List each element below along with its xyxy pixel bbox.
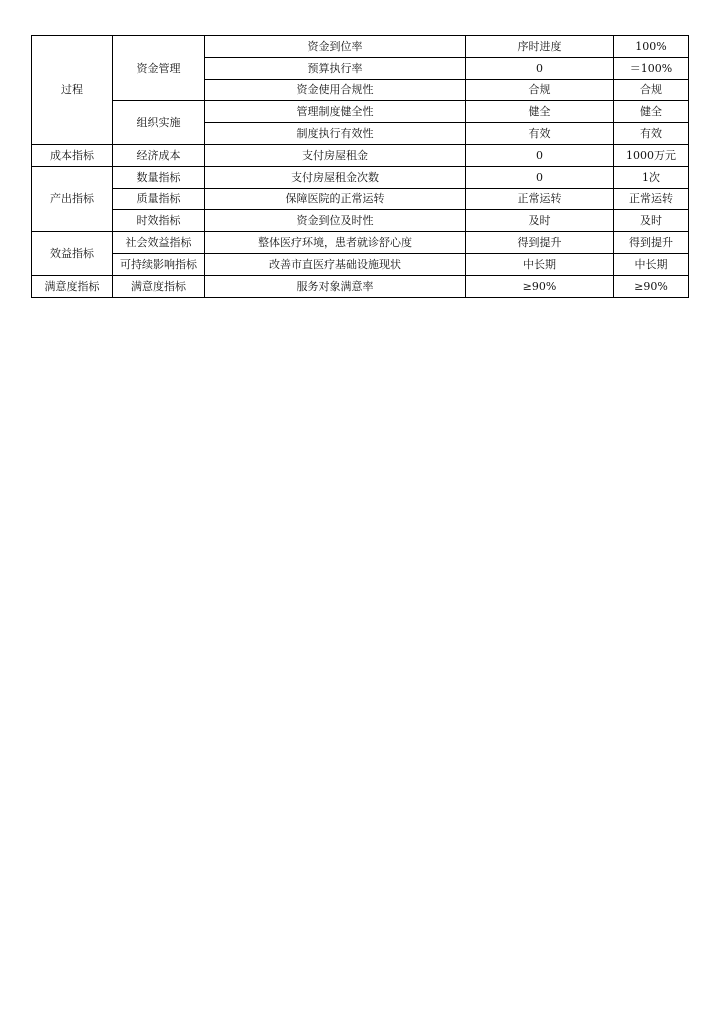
target-cell: 合规 bbox=[466, 79, 614, 101]
indicator-cell: 资金使用合规性 bbox=[205, 79, 466, 101]
actual-cell: ≥90% bbox=[614, 275, 689, 297]
level2-cell: 可持续影响指标 bbox=[113, 253, 205, 275]
indicator-cell: 保障医院的正常运转 bbox=[205, 188, 466, 210]
table-row bbox=[32, 144, 689, 166]
indicator-cell: 制度执行有效性 bbox=[205, 123, 466, 145]
actual-cell: 有效 bbox=[614, 123, 689, 145]
level1-cell-satisfaction: 满意度指标 bbox=[32, 275, 113, 297]
indicator-cell: 改善市直医疗基础设施现状 bbox=[205, 253, 466, 275]
indicator-cell: 资金到位率 bbox=[205, 36, 466, 58]
table-row bbox=[32, 210, 689, 232]
indicator-cell: 整体医疗环境，患者就诊舒心度 bbox=[205, 232, 466, 254]
target-cell: 健全 bbox=[466, 101, 614, 123]
indicator-cell: 资金到位及时性 bbox=[205, 210, 466, 232]
target-cell: 得到提升 bbox=[466, 232, 614, 254]
actual-cell: 1000万元 bbox=[614, 144, 689, 166]
actual-cell: 得到提升 bbox=[614, 232, 689, 254]
level2-cell-cost: 经济成本 bbox=[113, 144, 205, 166]
indicator-cell: 预算执行率 bbox=[205, 57, 466, 79]
level1-cell-output: 产出指标 bbox=[32, 166, 113, 231]
actual-cell: ＝100% bbox=[614, 57, 689, 79]
level2-cell: 质量指标 bbox=[113, 188, 205, 210]
target-cell: 0 bbox=[466, 57, 614, 79]
target-cell: 0 bbox=[466, 166, 614, 188]
level2-cell: 数量指标 bbox=[113, 166, 205, 188]
level1-cell-benefit: 效益指标 bbox=[32, 232, 113, 276]
performance-indicator-table bbox=[31, 35, 689, 298]
actual-cell: 及时 bbox=[614, 210, 689, 232]
target-cell: 中长期 bbox=[466, 253, 614, 275]
table-row bbox=[32, 253, 689, 275]
target-cell: 0 bbox=[466, 144, 614, 166]
level1-cell-cost: 成本指标 bbox=[32, 144, 113, 166]
level2-cell-satisfaction: 满意度指标 bbox=[113, 275, 205, 297]
actual-cell: 健全 bbox=[614, 101, 689, 123]
level2-cell-org: 组织实施 bbox=[113, 101, 205, 145]
target-cell: 有效 bbox=[466, 123, 614, 145]
actual-cell: 中长期 bbox=[614, 253, 689, 275]
indicator-cell: 支付房屋租金 bbox=[205, 144, 466, 166]
indicator-cell: 支付房屋租金次数 bbox=[205, 166, 466, 188]
actual-cell: 100% bbox=[614, 36, 689, 58]
actual-cell: 1次 bbox=[614, 166, 689, 188]
level1-cell-process: 过程 bbox=[32, 36, 113, 145]
table-row bbox=[32, 275, 689, 297]
actual-cell: 合规 bbox=[614, 79, 689, 101]
target-cell: 及时 bbox=[466, 210, 614, 232]
table-row bbox=[32, 188, 689, 210]
level2-cell: 社会效益指标 bbox=[113, 232, 205, 254]
table-row bbox=[32, 166, 689, 188]
indicator-cell: 管理制度健全性 bbox=[205, 101, 466, 123]
target-cell: 正常运转 bbox=[466, 188, 614, 210]
actual-cell: 正常运转 bbox=[614, 188, 689, 210]
table-row bbox=[32, 101, 689, 123]
table-row bbox=[32, 232, 689, 254]
indicator-cell: 服务对象满意率 bbox=[205, 275, 466, 297]
target-cell: 序时进度 bbox=[466, 36, 614, 58]
target-cell: ≥90% bbox=[466, 275, 614, 297]
level2-cell: 时效指标 bbox=[113, 210, 205, 232]
table-row bbox=[32, 36, 689, 58]
level2-cell-funds: 资金管理 bbox=[113, 36, 205, 101]
